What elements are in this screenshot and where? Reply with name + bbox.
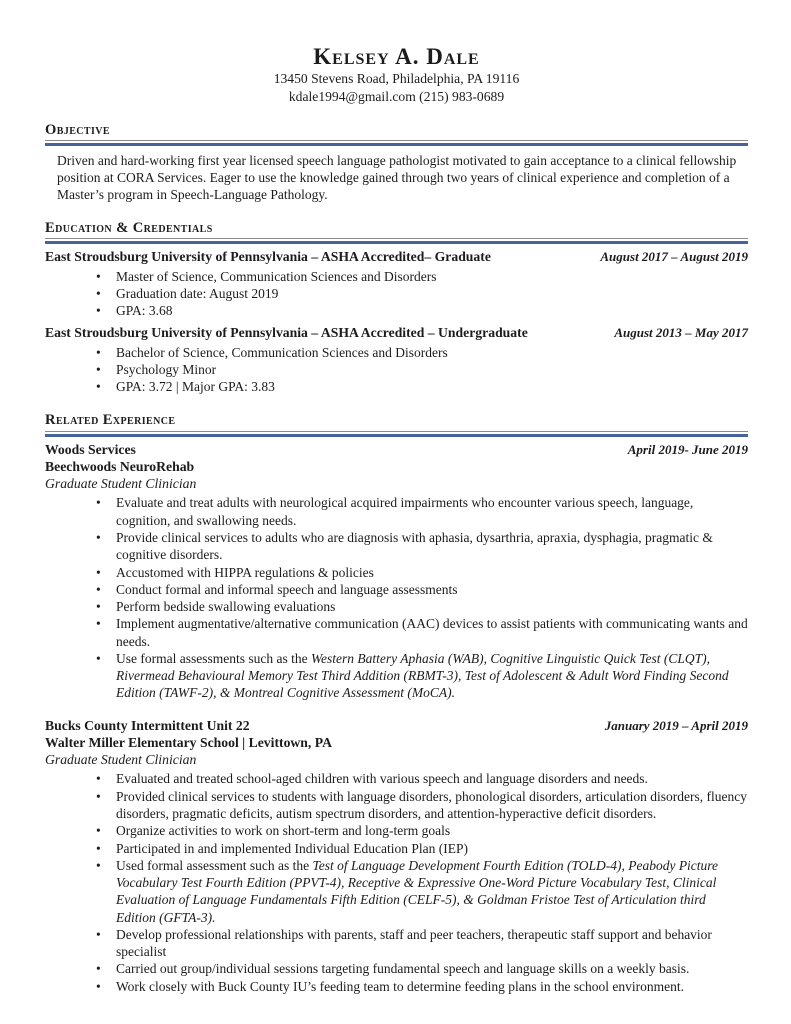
- bullet-list: [45, 770, 748, 994]
- bullet-item: • Provide clinical services to adults who are diagnosis with aphasia, dysarthria, apraxia, dysphagia, pragmatic & cognitive disorders.: [45, 529, 748, 564]
- bullet-text: Use formal assessments such as the: [116, 650, 311, 666]
- experience-entries: [45, 441, 748, 995]
- bullet-item: • Bachelor of Science, Communication Sciences and Disorders: [45, 344, 748, 361]
- education-entries: [45, 248, 748, 395]
- organization-subline: Walter Miller Elementary School | Levittown, PA: [45, 734, 332, 750]
- bullet-item: • Evaluate and treat adults with neurological acquired impairments who encounter various speech, language, cognition, and swallowing needs.: [45, 494, 748, 529]
- candidate-name: Kelsey A. Dale: [313, 44, 480, 69]
- objective-text: Driven and hard-working first year licensed speech language pathologist motivated to gain acceptance to a clinical fellowship position at CORA Services. Eager to use the knowledge gained through two years of clinical experience and completion of a Master’s program in Speech-Language Pathology.: [57, 153, 737, 203]
- bullet-item: • Graduation date: August 2019: [45, 285, 748, 302]
- bullet-list: [45, 344, 748, 396]
- section-education: [45, 219, 748, 395]
- bullet-text-italic: Western Battery Aphasia (WAB), Cognitive Linguistic Quick Test (CLQT), Rivermead Behavioural Memory Test Third Addition (RBMT-3), Test of Adolescent & Adult Word Finding Second Edition (TAWF-2), & Montreal Cognitive Assessment (MoCA).: [116, 650, 729, 701]
- experience-heading: Related Experience: [45, 411, 748, 431]
- resume-header: [45, 44, 748, 105]
- entry-date: August 2017 – August 2019: [600, 249, 748, 265]
- education-entry: [45, 324, 748, 395]
- contact-line: kdale1994@gmail.com (215) 983-0689: [288, 89, 505, 105]
- entry-title: East Stroudsburg University of Pennsylvania – ASHA Accredited – Undergraduate: [45, 325, 528, 341]
- bullet-item: • GPA: 3.72 | Major GPA: 3.83: [45, 378, 748, 395]
- section-objective: [45, 121, 748, 203]
- bullet-item: • Conduct formal and informal speech and language assessments: [45, 581, 748, 598]
- bullet-item: [45, 650, 748, 702]
- bullet-item: • Work closely with Buck County IU’s feeding team to determine feeding plans in the school environment.: [45, 978, 748, 995]
- bullet-item: [45, 857, 748, 926]
- bullet-item: • Psychology Minor: [45, 361, 748, 378]
- bullet-item: • Develop professional relationships with parents, staff and peer teachers, therapeutic staff support and behavior specialist: [45, 926, 748, 961]
- heading-rule: [45, 241, 748, 244]
- heading-rule: [45, 434, 748, 437]
- entry-date: January 2019 – April 2019: [604, 717, 748, 733]
- bullet-list: [45, 268, 748, 320]
- bullet-text-italic: Test of Language Development Fourth Edition (TOLD-4), Peabody Picture Vocabulary Test Fourth Edition (PPVT-4), Receptive & Expressive One-Word Picture Vocabulary Test, Clinical Evaluation of Language Fundamentals Fifth Edition (CELF-5), & Goldman Fristoe Test of Articulation third Edition (GFTA-3).: [116, 857, 719, 925]
- bullet-list: [45, 494, 748, 701]
- bullet-item: • Master of Science, Communication Sciences and Disorders: [45, 268, 748, 285]
- experience-entry: [45, 717, 748, 995]
- objective-heading: Objective: [45, 121, 748, 141]
- heading-rule: [45, 143, 748, 146]
- section-experience: [45, 411, 748, 994]
- address-line: 13450 Stevens Road, Philadelphia, PA 19116: [273, 71, 520, 87]
- education-entry: [45, 248, 748, 319]
- entry-date: August 2013 – May 2017: [614, 325, 748, 341]
- organization-name: Woods Services: [45, 441, 136, 457]
- organization-subline: Beechwoods NeuroRehab: [45, 458, 195, 474]
- bullet-item: • Organize activities to work on short-term and long-term goals: [45, 822, 748, 839]
- experience-entry: [45, 441, 748, 702]
- bullet-item: • Carried out group/individual sessions targeting fundamental speech and language skills on a weekly basis.: [45, 960, 748, 977]
- bullet-item: • Accustomed with HIPPA regulations & policies: [45, 564, 748, 581]
- bullet-text: Used formal assessment such as the: [116, 857, 313, 873]
- entry-date: April 2019- June 2019: [627, 441, 748, 457]
- entry-head: [45, 324, 748, 341]
- entry-head: [45, 248, 748, 265]
- bullet-item: • Provided clinical services to students with language disorders, phonological disorders, articulation disorders, fluency disorders, pragmatic deficits, autism spectrum disorders, and attention-hyperactive deficit disorders.: [45, 788, 748, 823]
- bullet-item: • Perform bedside swallowing evaluations: [45, 598, 748, 615]
- entry-head: [45, 717, 748, 734]
- entry-head: [45, 441, 748, 458]
- bullet-item: • Implement augmentative/alternative communication (AAC) devices to assist patients with communicating wants and needs.: [45, 615, 748, 650]
- organization-name: Bucks County Intermittent Unit 22: [45, 717, 250, 733]
- job-title: Graduate Student Clinician: [45, 752, 197, 768]
- bullet-item: • Evaluated and treated school-aged children with various speech and language disorders and needs.: [45, 770, 748, 787]
- bullet-item: • GPA: 3.68: [45, 302, 748, 319]
- bullet-item: • Participated in and implemented Individual Education Plan (IEP): [45, 840, 748, 857]
- entry-title: East Stroudsburg University of Pennsylvania – ASHA Accredited– Graduate: [45, 249, 491, 265]
- education-heading: Education & Credentials: [45, 219, 748, 239]
- job-title: Graduate Student Clinician: [45, 476, 197, 492]
